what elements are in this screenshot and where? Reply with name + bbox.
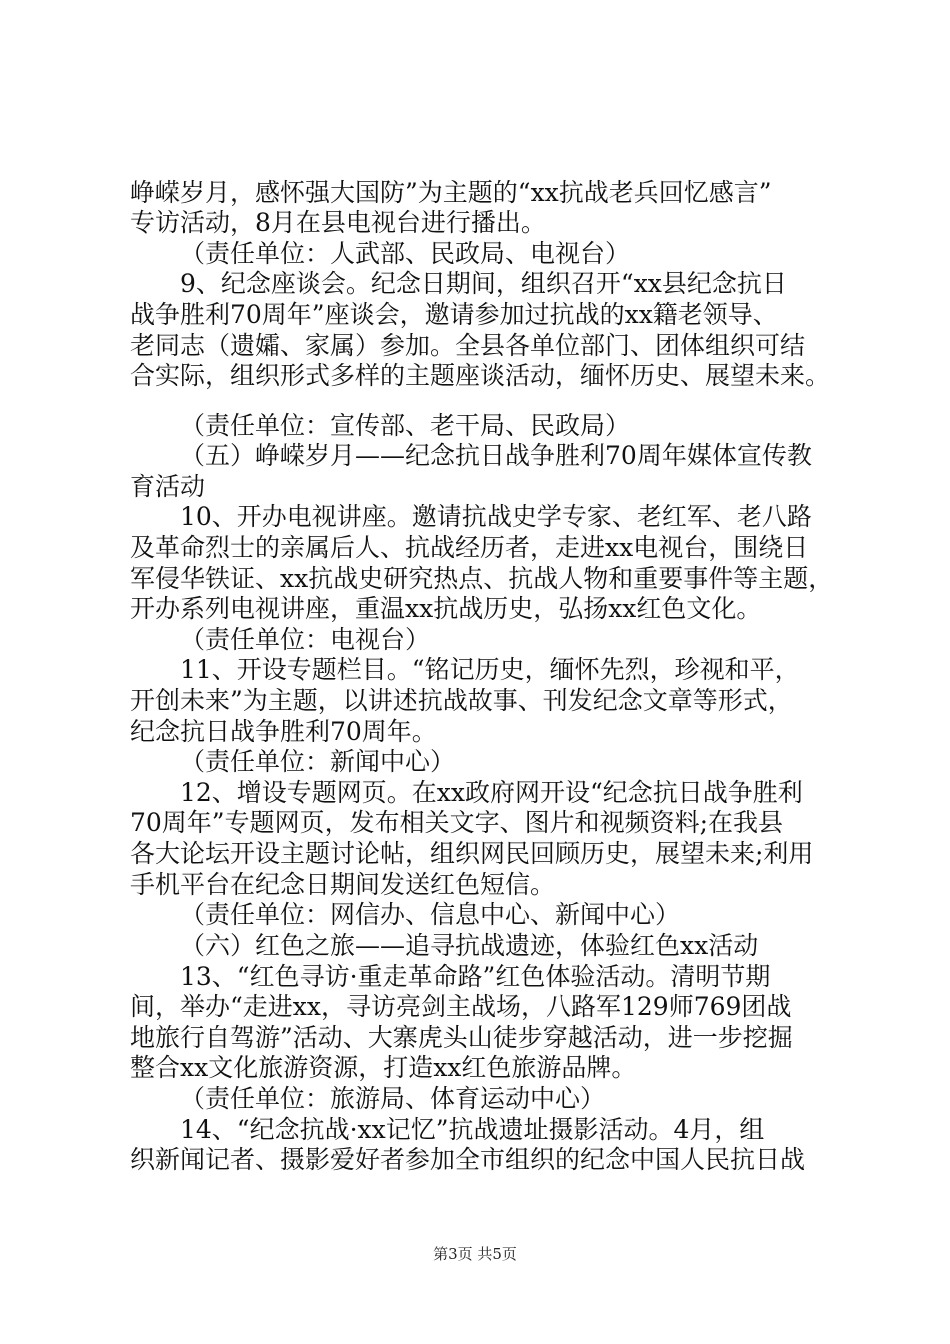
text-line: （责任单位：人武部、民政局、电视台） [180, 239, 631, 268]
text-line: 间，举办“走进xx，寻访亮剑主战场，八路军129师769团战 [130, 992, 792, 1021]
page-footer: 第3页 共5页 [433, 1245, 517, 1263]
text-line: 13、“红色寻访·重走革命路”红色体验活动。清明节期 [180, 962, 771, 991]
text-line: 军侵华铁证、xx抗战史研究热点、抗战人物和重要事件等主题， [130, 564, 834, 593]
text-line: （责任单位：网信办、信息中心、新闻中心） [180, 900, 681, 929]
text-line: 各大论坛开设主题讨论帖，组织网民回顾历史，展望未来;利用 [130, 839, 814, 868]
text-line: 合实际，组织形式多样的主题座谈活动，缅怀历史、展望未来。 [130, 361, 831, 390]
text-line: （五）峥嵘岁月——纪念抗日战争胜利70周年媒体宣传教 [180, 441, 812, 470]
text-line: 专访活动，8月在县电视台进行播出。 [130, 208, 546, 237]
text-line: 9、纪念座谈会。纪念日期间，组织召开“xx县纪念抗日 [180, 269, 787, 298]
text-line: （责任单位：旅游局、体育运动中心） [180, 1084, 606, 1113]
text-line: 纪念抗日战争胜利70周年。 [130, 717, 437, 746]
text-line: 战争胜利70周年”座谈会，邀请参加过抗战的xx籍老领导、 [130, 300, 778, 329]
text-line: 地旅行自驾游”活动、大寨虎头山徒步穿越活动，进一步挖掘 [130, 1023, 793, 1052]
text-line: 开创未来”为主题，以讲述抗战故事、刊发纪念文章等形式， [130, 686, 793, 715]
text-line: 12、增设专题网页。在xx政府网开设“纪念抗日战争胜利 [180, 778, 803, 807]
text-line: （责任单位：电视台） [180, 625, 431, 654]
text-line: 10、开办电视讲座。邀请抗战史学专家、老红军、老八路 [180, 502, 812, 531]
text-line: 整合xx文化旅游资源，打造xx红色旅游品牌。 [130, 1053, 637, 1082]
text-line: 织新闻记者、摄影爱好者参加全市组织的纪念中国人民抗日战 [130, 1145, 806, 1174]
text-line: 峥嵘岁月，感怀强大国防”为主题的“xx抗战老兵回忆感言” [130, 178, 772, 207]
text-line: 11、开设专题栏目。“铭记历史，缅怀先烈，珍视和平， [180, 655, 800, 684]
text-line: 老同志（遗孀、家属）参加。全县各单位部门、团体组织可结 [130, 331, 806, 360]
text-line: 手机平台在纪念日期间发送红色短信。 [130, 870, 556, 899]
text-line: （责任单位：新闻中心） [180, 747, 456, 776]
text-line: 70周年”专题网页，发布相关文字、图片和视频资料;在我县 [130, 808, 784, 837]
text-line: （六）红色之旅——追寻抗战遗迹，体验红色xx活动 [180, 931, 759, 960]
text-line: 及革命烈士的亲属后人、抗战经历者，走进xx电视台，围绕日 [130, 533, 809, 562]
text-line: 开办系列电视讲座，重温xx抗战历史，弘扬xx红色文化。 [130, 594, 762, 623]
text-line: （责任单位：宣传部、老干局、民政局） [180, 411, 631, 440]
text-line: 14、“纪念抗战·xx记忆”抗战遗址摄影活动。4月，组 [180, 1115, 765, 1144]
text-line: 育活动 [130, 472, 206, 501]
